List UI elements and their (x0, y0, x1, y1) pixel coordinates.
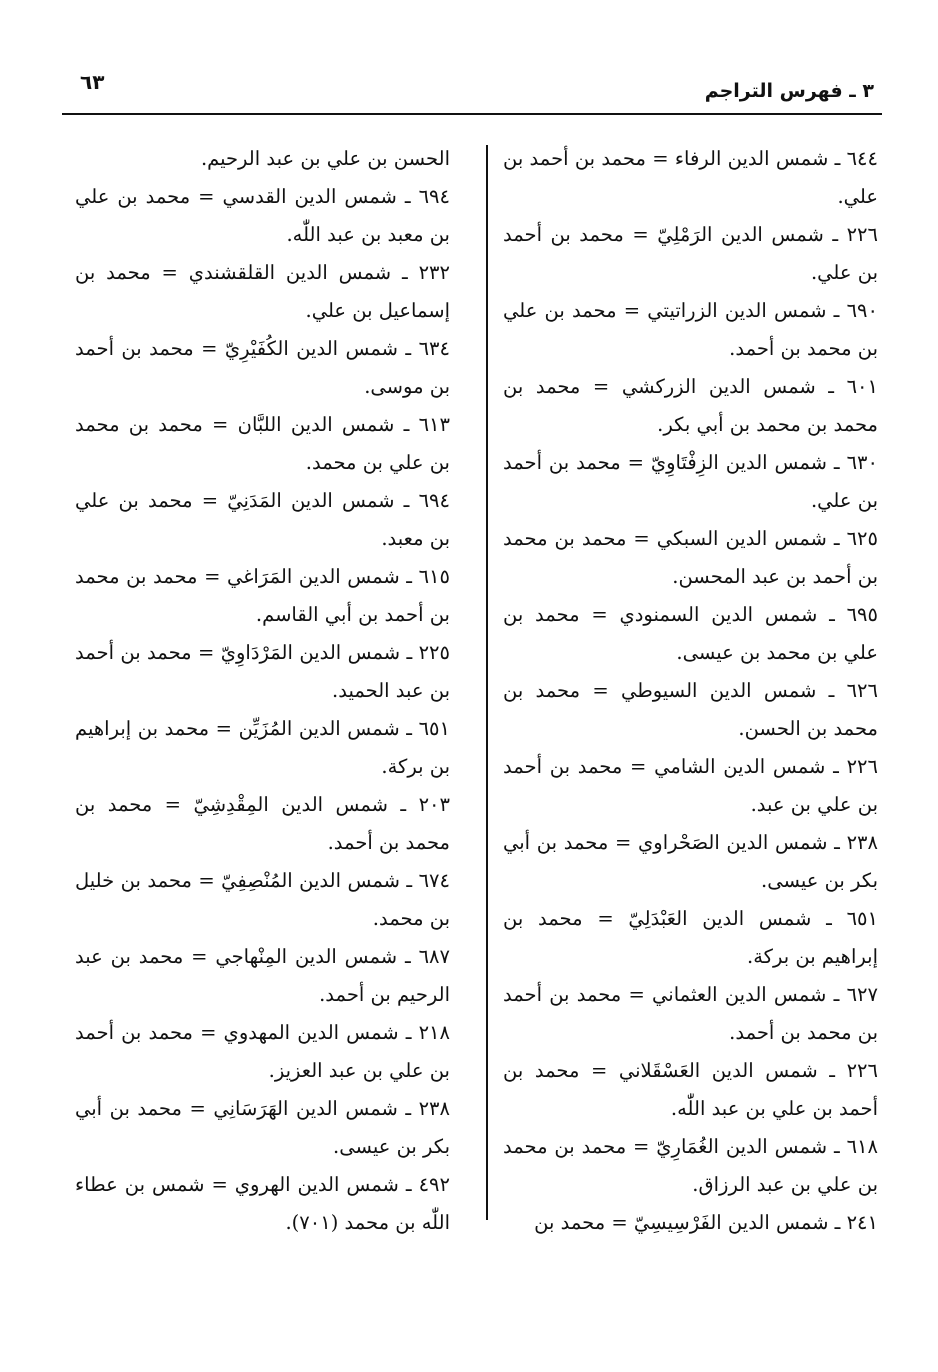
index-entry: ٢٣٨ ـ شمس الدين الهَرَسَانِي = محمد بن أبي بكر بن عيسى. (75, 1097, 450, 1158)
running-header-title: ٣ ـ فهرس التراجم (704, 80, 874, 102)
index-entry: ٢٤١ ـ شمس الدين الفَرْسِيسِيّ = محمد بن (534, 1211, 878, 1234)
column-divider (486, 145, 488, 1220)
index-entry: ٦١٣ ـ شمس الدين اللبَّان = محمد بن محمد بن علي بن محمد. (75, 413, 450, 474)
index-entry: ٦٢٧ ـ شمس الدين العثماني = محمد بن أحمد بن محمد بن أحمد. (503, 983, 878, 1044)
page-number: ٦٣ (80, 70, 105, 94)
index-entry: ٢٣٨ ـ شمس الدين الصَحْراوي = محمد بن أبي بكر بن عيسى. (503, 831, 878, 892)
index-entry: ٦٣٤ ـ شمس الدين الكُفَيْرِيّ = محمد بن أحمد بن موسى. (75, 337, 450, 398)
index-entry: ٢٠٣ ـ شمس الدين المِقْدِشِيّ = محمد بن محمد بن أحمد. (75, 793, 450, 854)
header-rule (62, 113, 882, 115)
index-entry: ٢٢٦ ـ شمس الدين الرَمْلِيّ = محمد بن أحمد بن علي. (503, 223, 878, 284)
left-column (75, 140, 450, 1242)
index-entry: ٦٩٠ ـ شمس الدين الزراتيتي = محمد بن علي بن محمد بن أحمد. (503, 299, 878, 360)
index-entry: ٦٩٥ ـ شمس الدين السمنودي = محمد بن علي بن محمد بن عيسى. (503, 603, 878, 664)
index-entry: ٢٣٢ ـ شمس الدين القلقشندي = محمد بن إسماعيل بن علي. (75, 261, 450, 322)
index-entry: ٦٤٤ ـ شمس الدين الرفاء = محمد بن أحمد بن علي. (503, 147, 878, 208)
right-column (503, 140, 878, 1242)
index-entry: ٢٢٥ ـ شمس الدين المَرْدَاوِيّ = محمد بن أحمد بن عبد الحميد. (75, 641, 450, 702)
index-entry: ٢١٨ ـ شمس الدين المهدوي = محمد بن أحمد بن علي بن عبد العزيز. (75, 1021, 450, 1082)
index-entry: ٦٨٧ ـ شمس الدين المِنْهاجي = محمد بن عبد الرحيم بن أحمد. (75, 945, 450, 1006)
index-entry: ٦٢٥ ـ شمس الدين السبكي = محمد بن محمد بن أحمد بن عبد المحسن. (503, 527, 878, 588)
index-entry-continuation: الحسن بن علي بن عبد الرحيم. (200, 147, 450, 170)
index-entry: ٢٢٦ ـ شمس الدين الشامي = محمد بن أحمد بن علي بن عبد. (503, 755, 878, 816)
index-entry: ٦٩٤ ـ شمس الدين المَدَنِيّ = محمد بن علي بن معبد. (75, 489, 450, 550)
index-entry: ٤٩٢ ـ شمس الدين الهروي = شمس بن عطاء اللّٰه بن محمد (٧٠١). (75, 1173, 450, 1234)
index-entry: ٢٢٦ ـ شمس الدين العَسْقَلاني = محمد بن أحمد بن علي بن عبد اللّٰه. (503, 1059, 878, 1120)
index-entry: ٦٢٦ ـ شمس الدين السيوطي = محمد بن محمد بن الحسن. (503, 679, 878, 740)
index-entry: ٦٥١ ـ شمس الدين المُزَيِّن = محمد بن إبراهيم بن بركة. (75, 717, 450, 778)
index-entry: ٦٣٠ ـ شمس الدين الزِفْتَاوِيّ = محمد بن أحمد بن علي. (503, 451, 878, 512)
index-entry: ٦١٨ ـ شمس الدين الغُمَارِيّ = محمد بن محمد بن علي بن عبد الرزاق. (503, 1135, 878, 1196)
index-entry: ٦١٥ ـ شمس الدين المَرَاغي = محمد بن محمد بن أحمد بن أبي القاسم. (75, 565, 450, 626)
index-entry: ٦٠١ ـ شمس الدين الزركشي = محمد بن محمد بن محمد بن أبي بكر. (503, 375, 878, 436)
index-entry: ٦٥١ ـ شمس الدين العَبْدَلِيّ = محمد بن إبراهيم بن بركة. (503, 907, 878, 968)
index-entry: ٦٧٤ ـ شمس الدين المُنْصِفِيّ = محمد بن خليل بن محمد. (75, 869, 450, 930)
index-entry: ٦٩٤ ـ شمس الدين القدسي = محمد بن علي بن معبد بن عبد اللّٰه. (75, 185, 450, 246)
